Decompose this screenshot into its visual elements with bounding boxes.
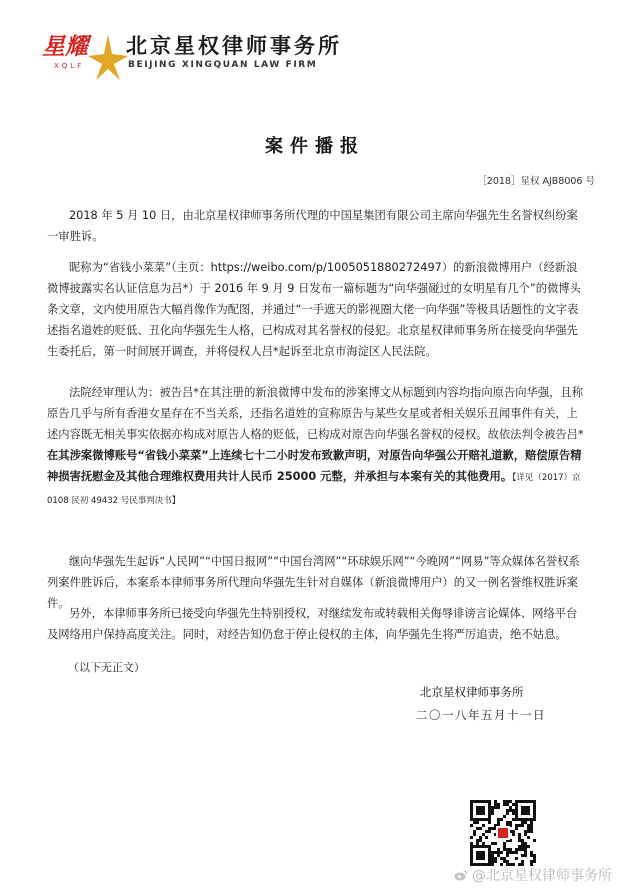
paragraph-4: 继向华强先生起诉“人民网”“中国日报网”“中国台湾网”“环球娱乐网”“今晚网”“网易”等众媒体名誉权系列案件胜诉后，本案系本律师事务所代理向华强先生针对自媒体（新浪微博用户）的又一例名誉维权胜诉案件。 <box>47 555 580 610</box>
page-title: 案件播报 <box>265 136 365 157</box>
closing-note: （以下无正文） <box>68 661 145 674</box>
reference-number: ［2018］星权 AJB8006 号 <box>477 176 595 187</box>
judgment-reference: 【详见（2017）京 0108 民初 49432 号民事判决书】 <box>47 473 581 506</box>
paragraph-3-text: 法院经审理认为：被告吕*在其注册的新浪微博中发布的涉案博文从标题到内容均指向原告向华强，且称原告几乎与所有香港女星存在不当关系，还指名道姓的宣称原告与某些女星或者相关娱乐丑闻事件有关，上述内容既无相关事实依据亦构成对原告人格的贬低，已构成对原告向华强名誉权的侵权。故依法判令被告吕* <box>47 386 584 441</box>
firm-name-cn: 北京星权律师事务所 <box>126 34 342 58</box>
paragraph-5: 另外，本律师事务所已接受向华强先生特别授权，对继续发布或转载相关侮辱诽谤言论媒体、网络平台及网络用户保持高度关注。同时，对经告知仍怠于停止侵权的主体，向华强先生将严厉追责，绝不姑息。 <box>47 607 578 641</box>
weibo-icon <box>454 870 468 881</box>
star-icon <box>88 34 128 80</box>
paragraph-2: 昵称为“省钱小菜菜”（主页：https://weibo.com/p/1005051880272497）的新浪微博用户（经新浪微博披露实名认证信息为吕*）于 2016 年 9 月 9 日发布一篇标题为“向华强碰过的女明星有几个”的微博头条文章，文内使用原告大幅肖像作为配图，并通过“一手遮天的影视圈大佬一向华强”等极具话题性的文字表述指名道姓的贬低、丑化向华强先生人格，已构成对其名誉权的侵犯。北京星权律师事务所在接受向华强先生委托后，第一时间展开调查，并将侵权人吕*起诉至北京市海淀区人民法院。 <box>47 261 581 358</box>
paragraph-3-bold: 在其涉案微博账号“省钱小菜菜”上连续七十二小时发布致歉声明，对原告向华强公开赔礼道歉，赔偿原告精神损害抚慰金及其他合理维权费用共计人民币 25000 元整，并承担与本案有关的其他费用。 <box>47 449 582 483</box>
qr-code-icon <box>470 800 536 866</box>
weibo-watermark <box>454 865 612 885</box>
paragraph-1: 2018 年 5 月 10 日，由北京星权律师事务所代理的中国星集团有限公司主席向华强先生名誉权纠纷案一审胜诉。 <box>47 209 578 243</box>
paragraph-3 <box>47 382 587 512</box>
weibo-watermark-text: @北京星权律师事务所 <box>472 868 612 884</box>
logo-cn-text: 星耀 <box>42 34 88 60</box>
logo-en-text: XQLF <box>54 62 85 70</box>
signature-date: 二〇一八年五月十一日 <box>416 708 546 722</box>
firm-logo <box>40 26 130 81</box>
firm-name-en: BEIJING XINGQUAN LAW FIRM <box>128 60 318 70</box>
signature-firm: 北京星权律师事务所 <box>420 685 524 699</box>
